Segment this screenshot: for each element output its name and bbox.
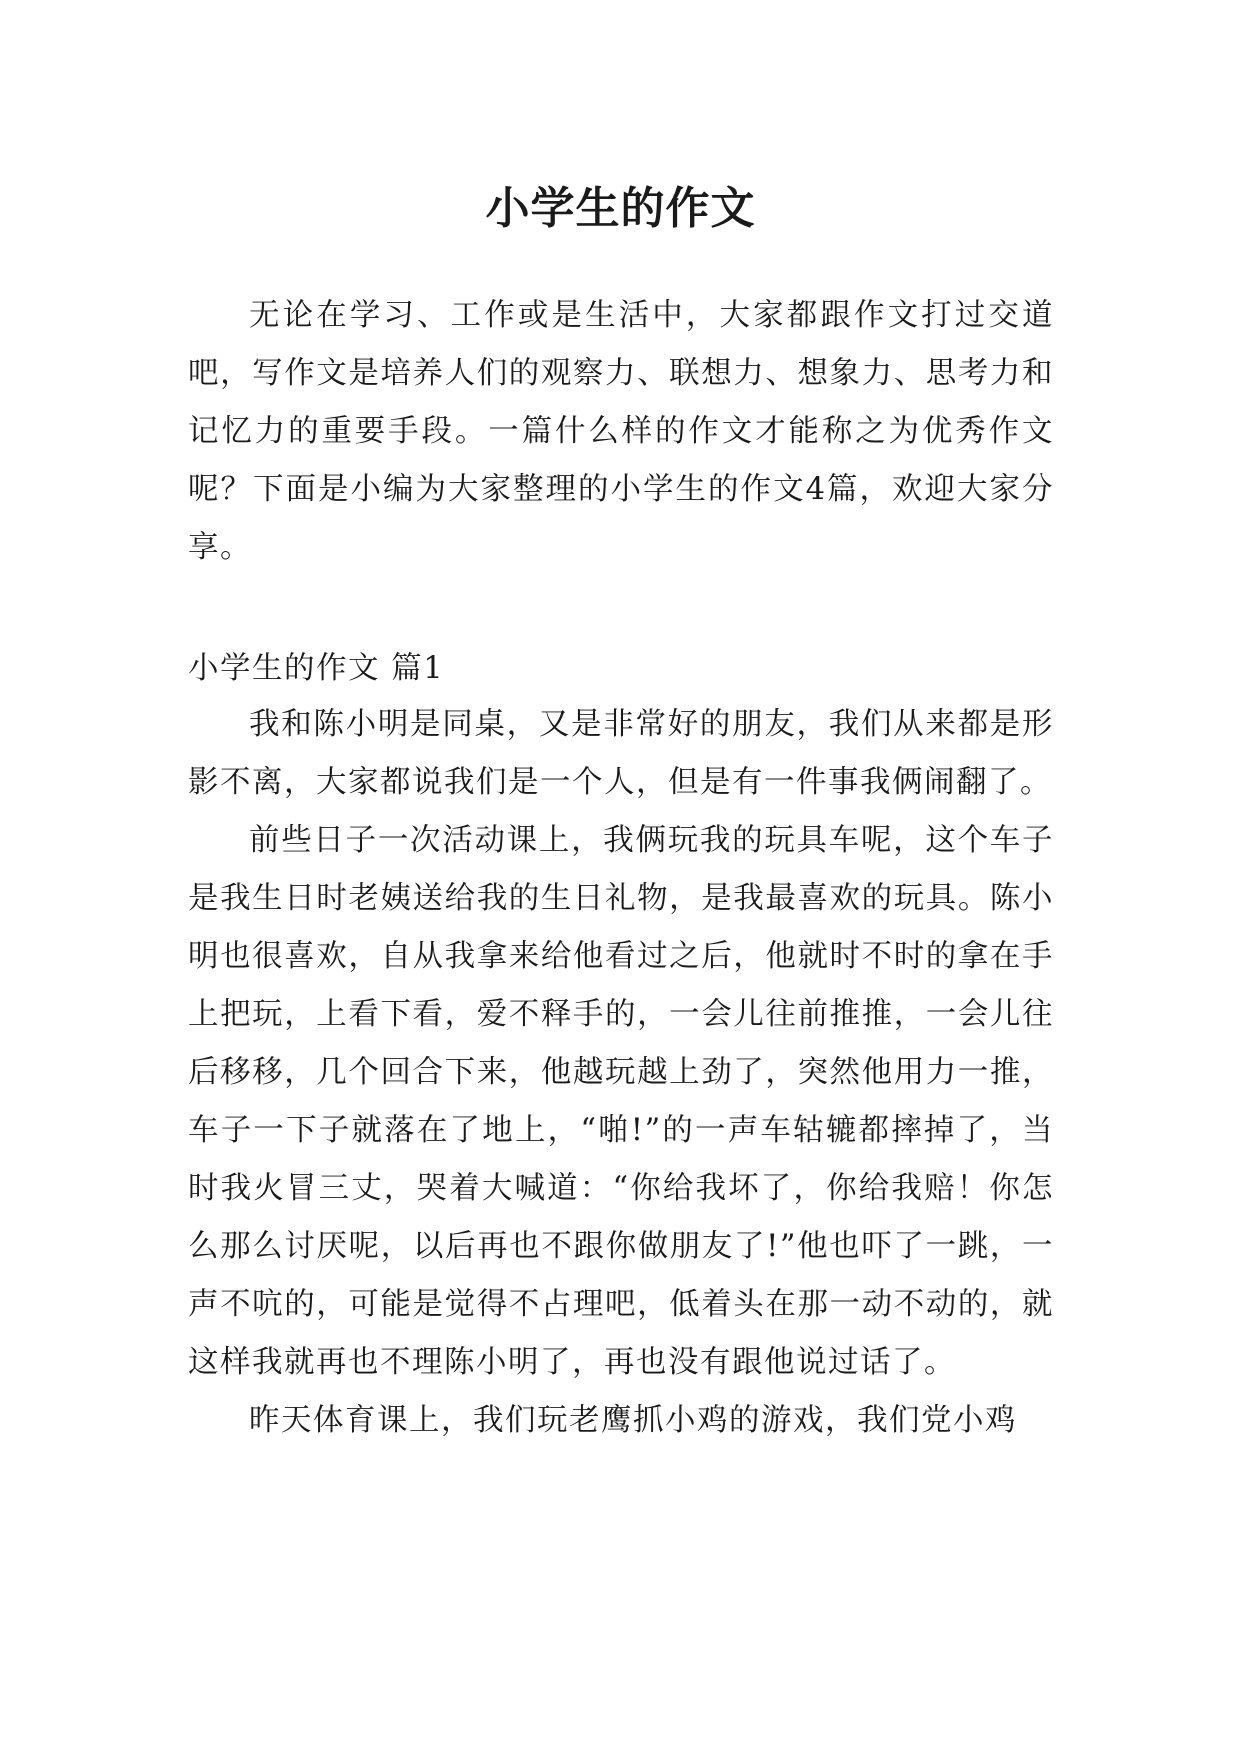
essay-body [188,696,1054,1450]
essay-paragraph-1: 我和陈小明是同桌，又是非常好的朋友，我们从来都是形影不离，大家都说我们是一个人，但是有一件事我俩闹翻了。 [188,707,1054,800]
essay-paragraph-2: 前些日子一次活动课上，我俩玩我的玩具车呢，这个车子是我生日时老姨送给我的生日礼物，是我最喜欢的玩具。陈小明也很喜欢，自从我拿来给他看过之后，他就时不时的拿在手上把玩，上看下看，爱不释手的，一会儿往前推推，一会儿往后移移，几个回合下来，他越玩越上劲了，突然他用力一推，车子一下子就落在了地上，“啪!”的一声车轱辘都摔掉了，当时我火冒三丈，哭着大喊道：“你给我坏了，你给我赔！你怎么那么讨厌呢，以后再也不跟你做朋友了!”他也吓了一跳，一声不吭的，可能是觉得不占理吧，低着头在那一动不动的，就这样我就再也不理陈小明了，再也没有跟他说过话了。 [188,823,1054,1380]
intro-paragraph: 无论在学习、工作或是生活中，大家都跟作文打过交道吧，写作文是培养人们的观察力、联想力、想象力、思考力和记忆力的重要手段。一篇什么样的作文才能称之为优秀作文呢？下面是小编为大家整理的小学生的作文4篇，欢迎大家分享。 [188,298,1054,565]
essay-paragraph-3: 昨天体育课上，我们玩老鹰抓小鸡的游戏，我们党小鸡 [249,1403,1017,1438]
document-title: 小学生的作文 [485,183,756,235]
section-heading: 小学生的作文 篇1 [188,651,445,686]
